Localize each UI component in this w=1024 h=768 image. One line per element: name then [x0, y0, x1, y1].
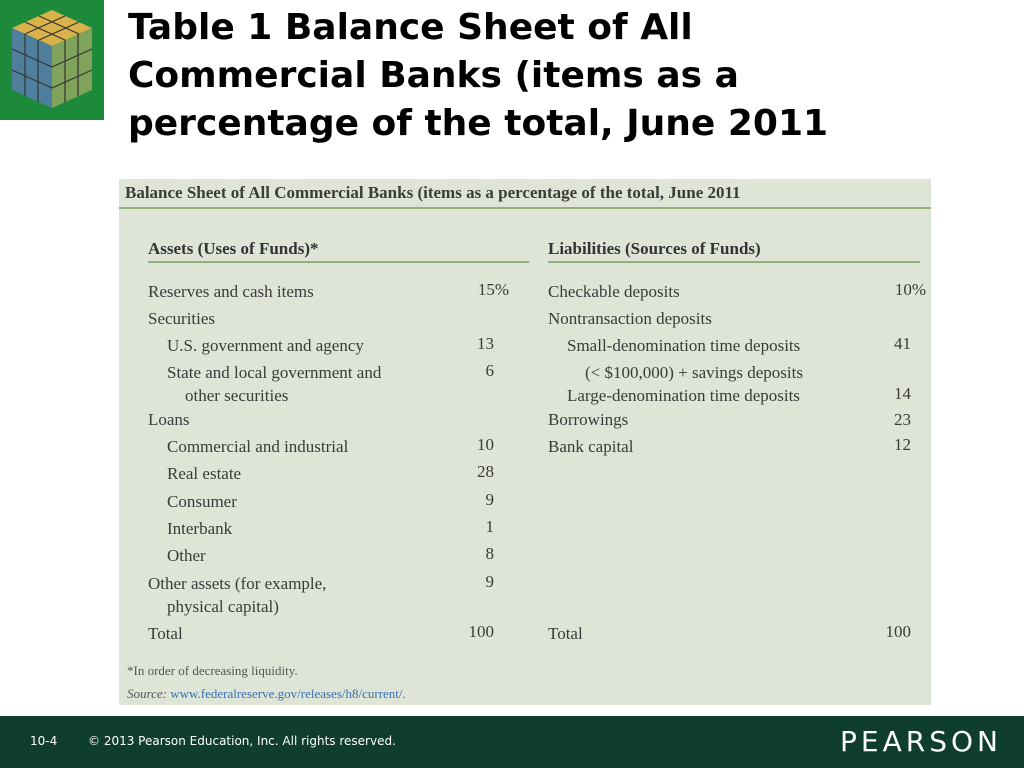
slide-number: 10-4 — [30, 734, 58, 748]
liability-total-label: Total — [548, 624, 583, 643]
asset-row-label: Other — [167, 546, 206, 565]
liability-row-label: Bank capital — [548, 437, 634, 456]
liability-row-value: 12 — [894, 435, 911, 454]
table-heading: Balance Sheet of All Commercial Banks (items as a percentage of the total, June 2011 — [125, 183, 741, 202]
assets-column-header: Assets (Uses of Funds)* — [148, 239, 319, 258]
page-title: Table 1 Balance Sheet of All Commercial Banks (items as a percentage of the total, June 2011 — [128, 7, 829, 144]
asset-row-value: 28 — [477, 462, 494, 481]
liability-row-label: (< $100,000) + savings deposits — [585, 363, 803, 382]
asset-total-label: Total — [148, 624, 183, 643]
liabilities-column-header: Liabilities (Sources of Funds) — [548, 239, 761, 258]
asset-row-label: State and local government and — [167, 363, 382, 382]
copyright-notice: © 2013 Pearson Education, Inc. All rights reserved. — [88, 734, 396, 748]
liability-row-label: Small-denomination time deposits — [567, 336, 801, 355]
liabilities-header-rule — [548, 261, 920, 263]
source-link[interactable]: www.federalreserve.gov/releases/h8/current/ — [170, 686, 403, 701]
asset-row-label: U.S. government and agency — [167, 336, 364, 355]
asset-row-label: Commercial and industrial — [167, 437, 349, 456]
asset-row-label: Real estate — [167, 464, 242, 483]
asset-row-value: 8 — [485, 544, 494, 563]
asset-row-label: Reserves and cash items — [148, 282, 314, 301]
asset-row-value: 1 — [485, 517, 494, 536]
source-line — [127, 686, 406, 702]
asset-row-value: 9 — [485, 572, 494, 591]
asset-row-label: Other assets (for example, — [148, 574, 327, 593]
liability-row-value: 10% — [894, 280, 926, 299]
asset-row-label: Consumer — [167, 492, 237, 511]
rubiks-cube-icon — [6, 4, 98, 114]
asset-row-label: physical capital) — [167, 597, 279, 616]
asset-total-value: 100 — [468, 622, 494, 641]
liability-row-label: Large-denomination time deposits — [567, 386, 800, 405]
liability-total-value: 100 — [885, 622, 911, 641]
heading-divider — [119, 207, 931, 209]
liability-row-value: 23 — [894, 410, 911, 429]
liability-row-value: 14 — [894, 384, 911, 403]
asset-row-label: Securities — [148, 309, 216, 328]
asset-row-value: 6 — [485, 361, 494, 380]
liability-row-value: 41 — [894, 334, 911, 353]
pearson-logo: PEARSON — [840, 725, 1002, 758]
assets-header-rule — [148, 261, 529, 263]
source-label: Source: — [127, 686, 167, 701]
asset-row-value: 9 — [485, 490, 494, 509]
asset-row-value: 13 — [477, 334, 494, 353]
footer-bar — [0, 716, 1024, 768]
cube-logo — [0, 0, 104, 120]
asset-row-label: Interbank — [167, 519, 233, 538]
footnote: *In order of decreasing liquidity. — [127, 663, 298, 678]
asset-row-label: Loans — [148, 410, 190, 429]
source-period: . — [402, 686, 406, 701]
balance-sheet-table — [119, 179, 931, 705]
asset-row-value: 10 — [477, 435, 494, 454]
liability-row-label: Nontransaction deposits — [548, 309, 712, 328]
asset-row-label: other securities — [185, 386, 289, 405]
liability-row-label: Checkable deposits — [548, 282, 680, 301]
liability-row-label: Borrowings — [548, 410, 629, 429]
asset-row-value: 15% — [477, 280, 509, 299]
